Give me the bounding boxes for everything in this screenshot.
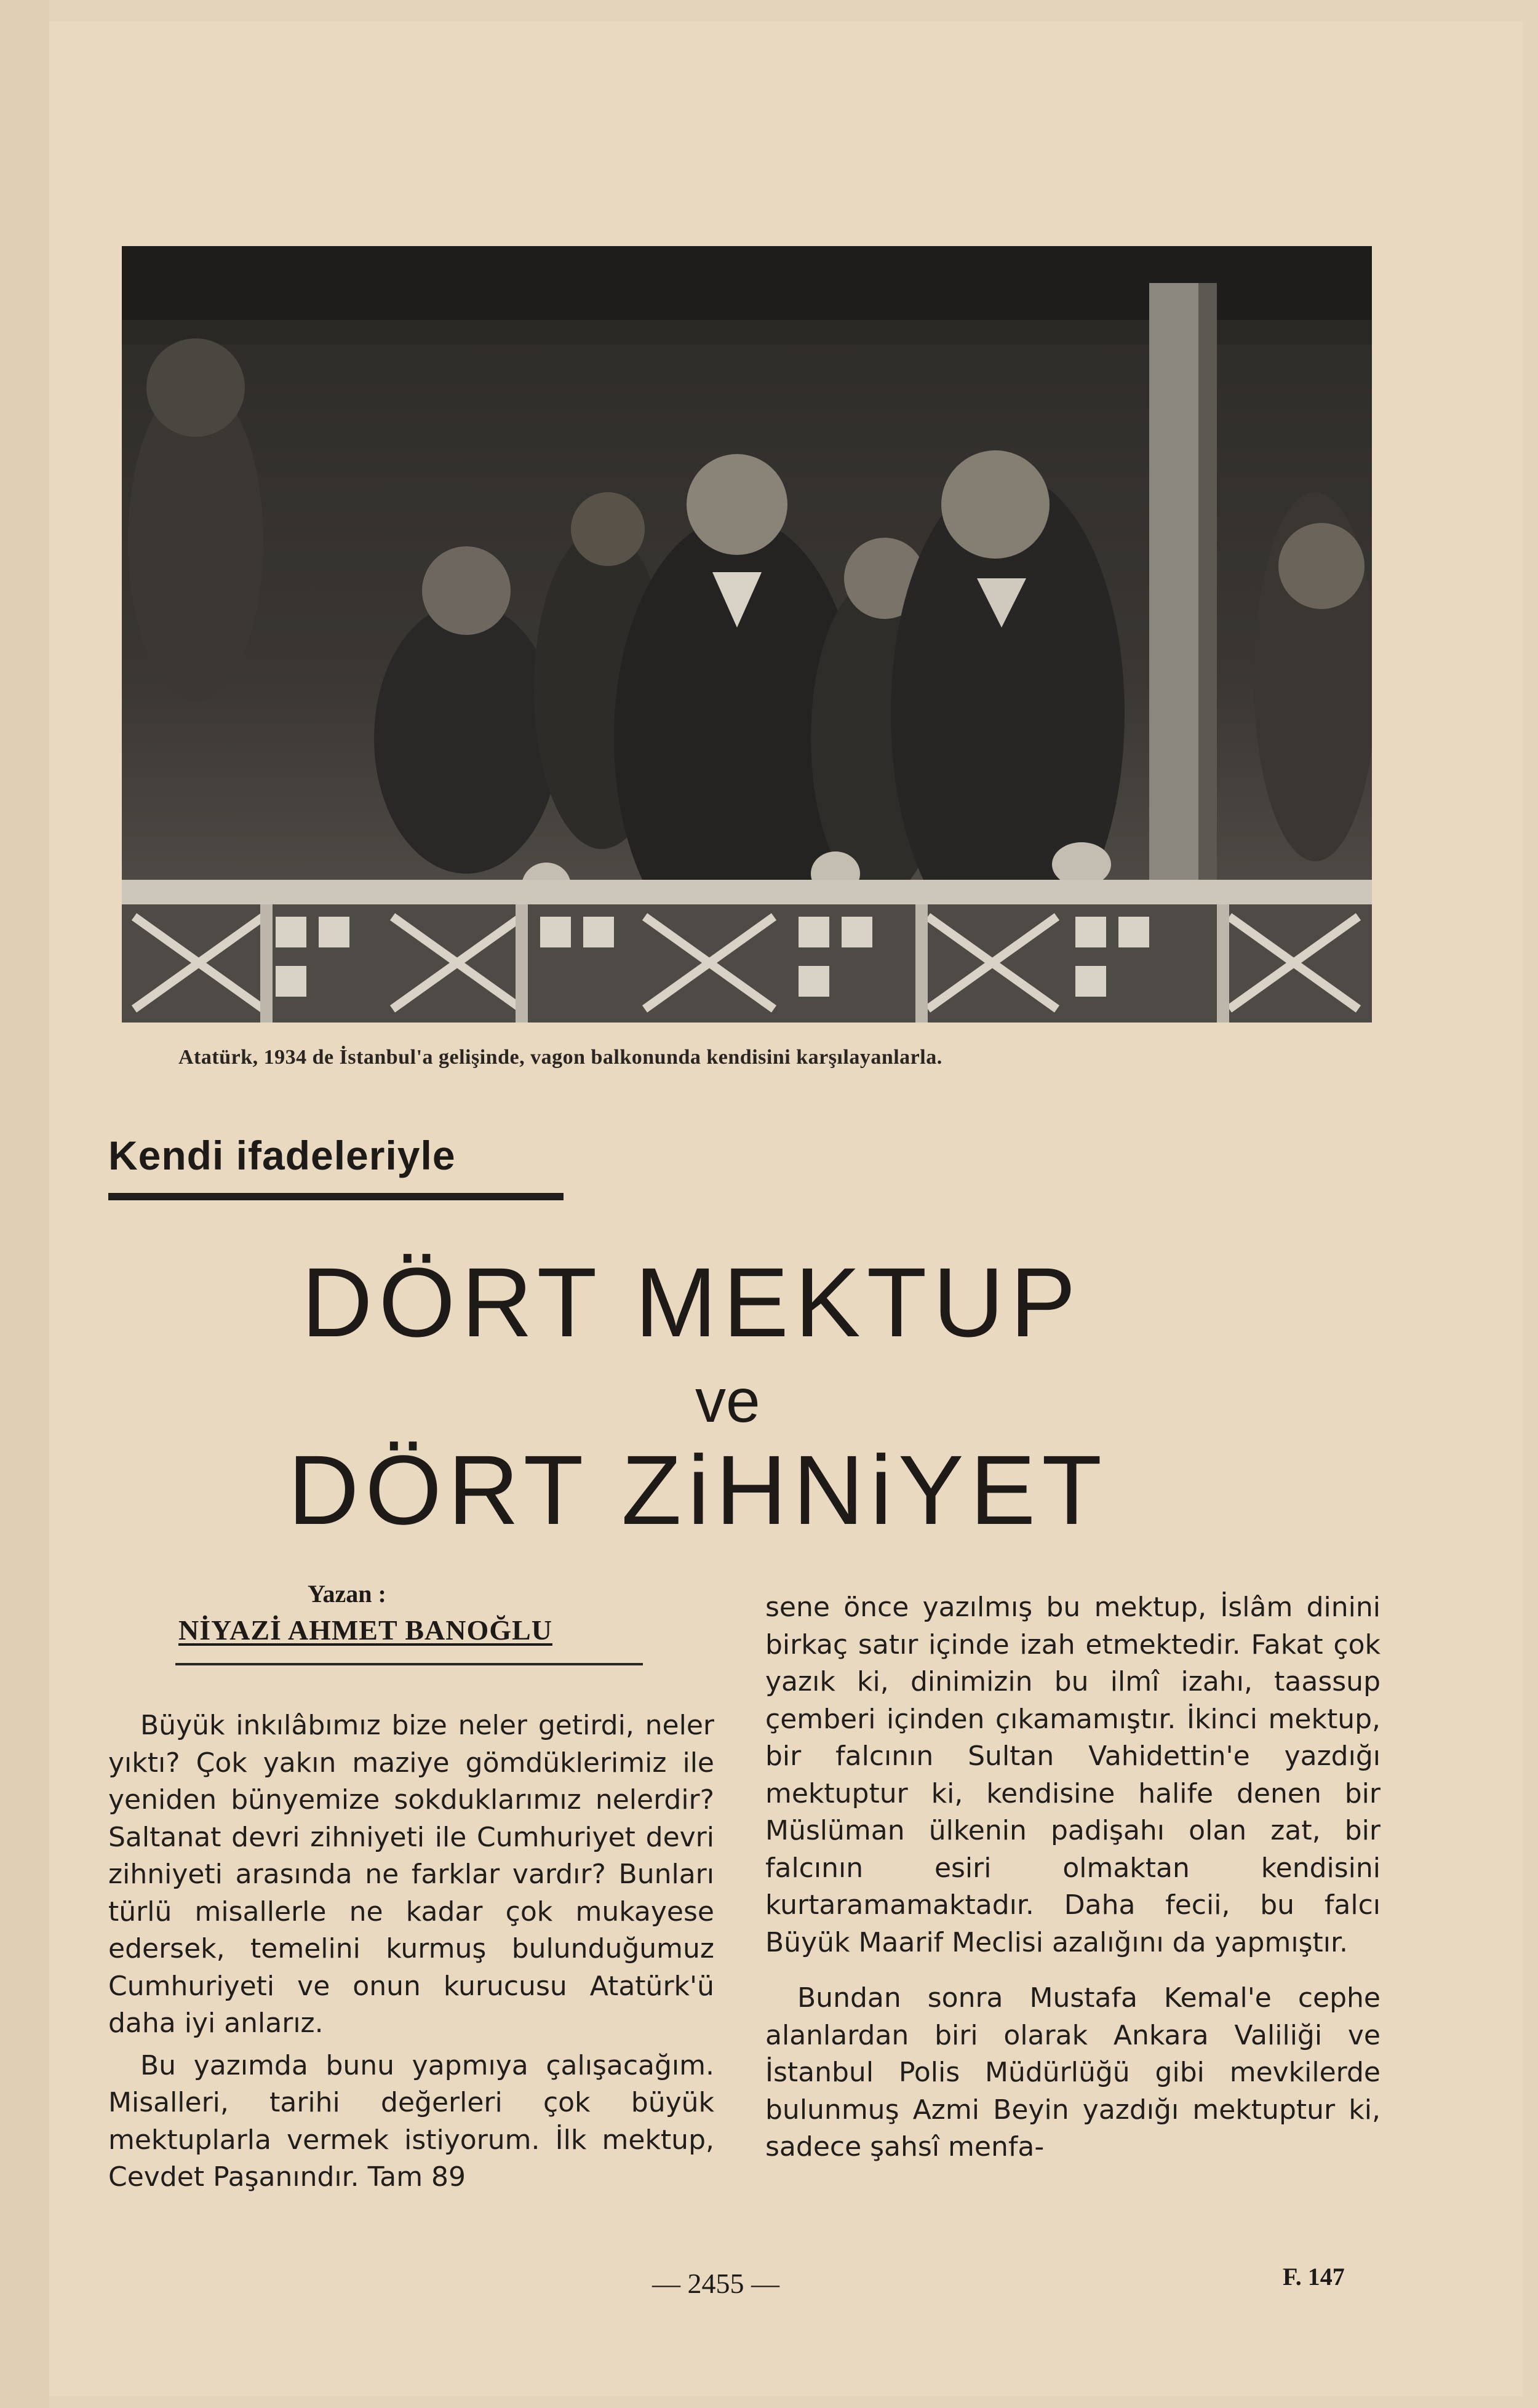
byline-divider (175, 1663, 643, 1665)
scan-margin (0, 0, 49, 2408)
headline-line-2: ve (695, 1366, 760, 1435)
section-kicker: Kendi ifadeleriyle (108, 1133, 456, 1178)
paragraph: sene önce yazılmış bu mektup, İslâm dinini birkaç satır içinde izah etmektedir. Fakat çok yazık ki, dinimizin bu ilmî izahı, taassup çemberi içinden çıkamamıştır. İkinci mektup, bir falcının Sultan Vahidettin'e yazdığı mektuptur ki, kendisine halife denen bir Müslüman ülkenin padişahı olan zat, bir falcının esiri olmaktan kendisini kurtaramamaktadır. Daha fecii, bu falcı Büyük Maarif Meclisi azalığını da yapmıştır. (765, 1592, 1381, 1958)
paragraph: Bundan sonra Mustafa Kemal'e cephe alanlardan biri olarak Ankara Valiliği ve İstanbul Polis Müdürlüğü gibi mevkilerde bulunmuş Azmi Beyin yazdığı mektuptur ki, sadece şahsî menfa- (765, 1982, 1381, 2163)
headline-line-3: DÖRT ZiHNiYET (288, 1435, 1109, 1545)
byline-label: Yazan : (308, 1580, 386, 1608)
page-number: — 2455 — (652, 2268, 779, 2299)
body-column-right (765, 1589, 1381, 2166)
photo-caption: Atatürk, 1934 de İstanbul'a gelişinde, vagon balkonunda kendisini karşılayanlarla. (178, 1046, 942, 1069)
page-code: F. 147 (1283, 2263, 1345, 2290)
kicker-underline (108, 1193, 564, 1200)
headline-line-1: DÖRT MEKTUP (301, 1247, 1082, 1357)
paragraph: Bu yazımda bunu yapmıya çalışacağım. Misalleri, tarihi değerleri çok büyük mektuplarla vermek istiyorum. İlk mektup, Cevdet Paşanındır. Tam 89 (108, 2049, 714, 2193)
body-column-left (108, 1707, 714, 2196)
paragraph: Büyük inkılâbımız bize neler getirdi, neler yıktı? Çok yakın maziye gömdüklerimiz ile yeniden bünyemize sokduklarımız nelerdir? Saltanat devri zihniyeti ile Cumhuriyet devri zihniyeti arasında ne farklar vardır? Bunları türlü misallerle ne kadar çok mukayese edersek, temelini kurmuş bulunduğumuz Cumhuriyeti ve onun kurucusu Atatürk'ü daha iyi anlarız. (108, 1710, 714, 2039)
document-page (49, 22, 1523, 2396)
author-name: NİYAZİ AHMET BANOĞLU (178, 1614, 552, 1646)
historical-photo (122, 246, 1372, 1023)
